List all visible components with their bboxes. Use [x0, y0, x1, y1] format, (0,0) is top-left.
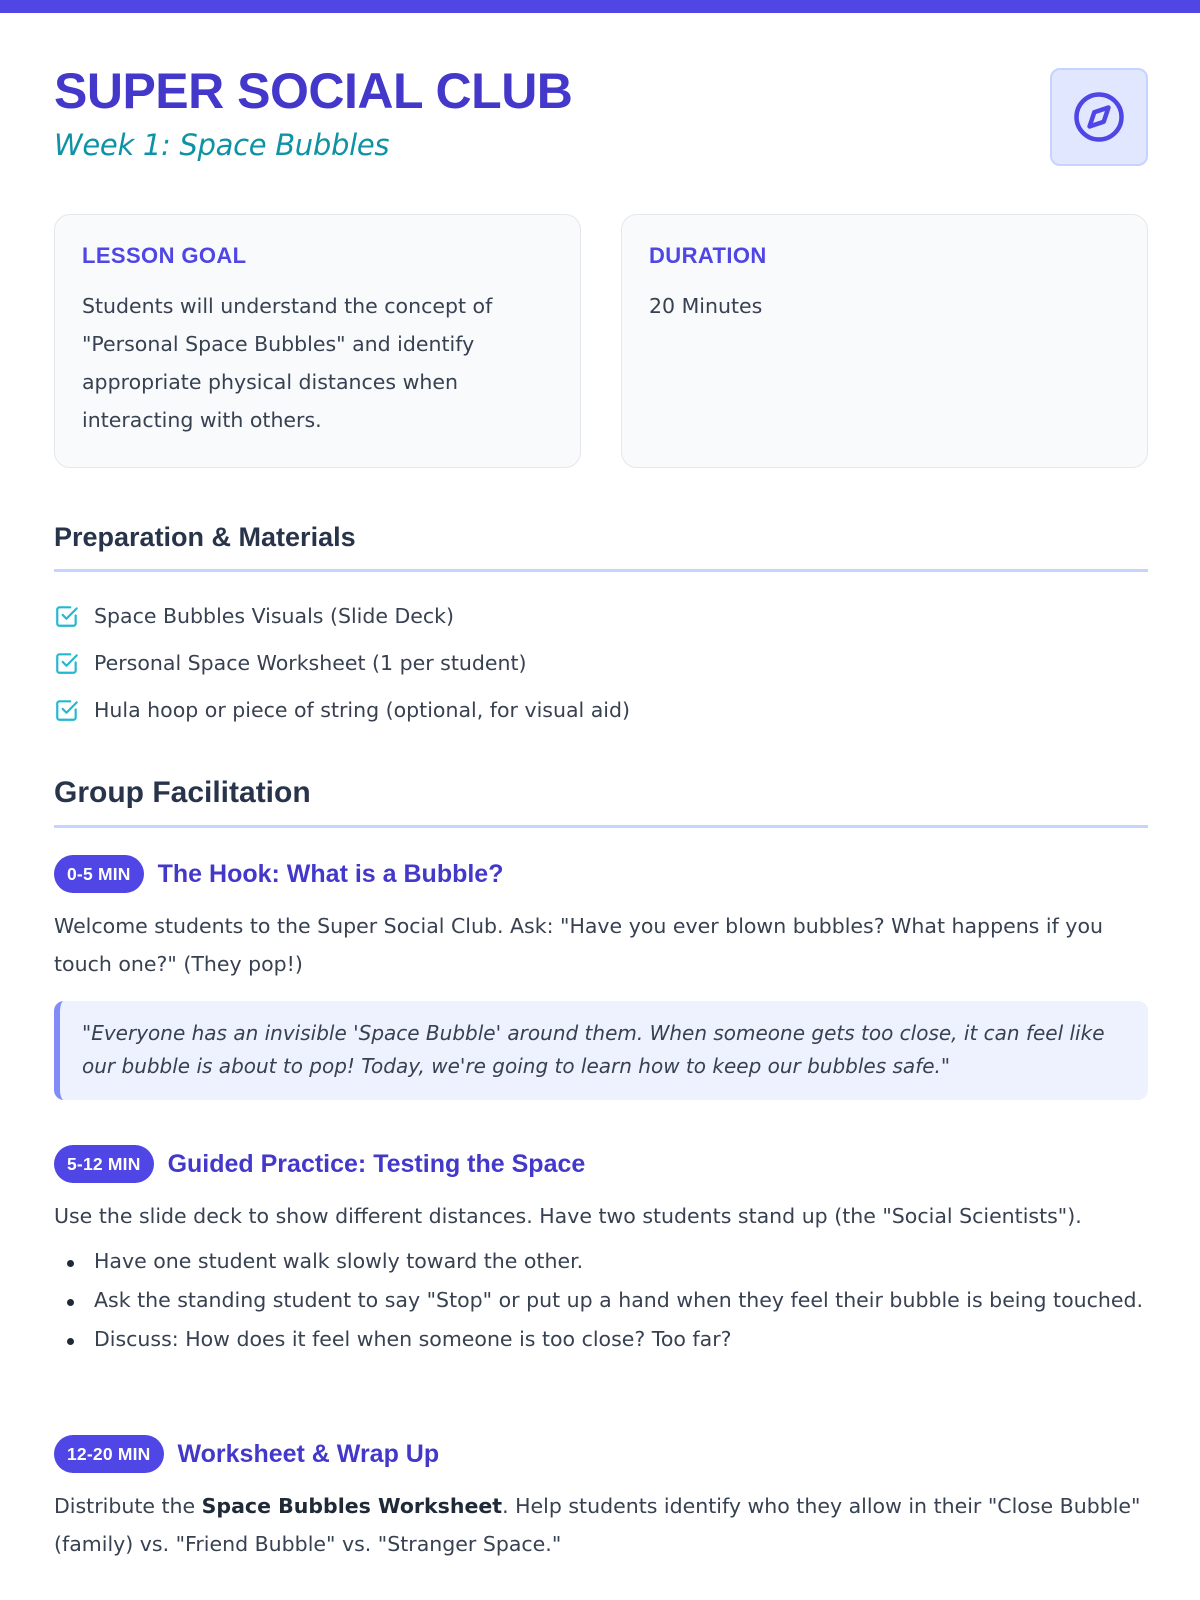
bullet-item: Have one student walk slowly toward the other. [54, 1245, 1148, 1278]
lesson-goal-label: LESSON GOAL [82, 243, 247, 268]
materials-item [54, 592, 630, 639]
step-description-end: . Help students identify who they allow in their "Close Bubble" (family) vs. "Friend Bubble" vs. "Stranger Space." [54, 1494, 1141, 1556]
page-title: SUPER SOCIAL CLUB [54, 63, 573, 119]
script-quote: "Everyone has an invisible 'Space Bubble' around them. When someone gets too close, it can feel like our bubble is about to pop! Today, we're going to learn how to keep our bubbles safe." [54, 1001, 1148, 1100]
step-header [54, 1434, 1148, 1474]
bullet-item: Discuss: How does it feel when someone is too close? Too far? [54, 1323, 1148, 1356]
materials-item [54, 686, 630, 733]
step-description: Welcome students to the Super Social Club. Ask: "Have you ever blown bubbles? What happens if you touch one?" (They pop!) [54, 914, 1103, 976]
top-accent-bar [0, 0, 1200, 13]
compass-icon [1072, 90, 1126, 144]
checkbox-checked-icon [54, 697, 80, 723]
step-title: The Hook: What is a Bubble? [157, 859, 504, 888]
logo-badge [1050, 68, 1148, 166]
materials-item-text: Space Bubbles Visuals (Slide Deck) [94, 603, 455, 628]
step-title: Worksheet & Wrap Up [177, 1439, 440, 1468]
step-header [54, 854, 1148, 894]
checkbox-checked-icon [54, 603, 80, 629]
bullet-item: Ask the standing student to say "Stop" or put up a hand when they feel their bubble is being touched. [54, 1284, 1148, 1317]
step-header [54, 1144, 1148, 1184]
duration-label: DURATION [649, 243, 767, 268]
section-heading-facilitation: Group Facilitation [54, 776, 1148, 828]
duration-card [621, 214, 1148, 468]
section-heading-preparation: Preparation & Materials [54, 522, 1148, 572]
info-cards [54, 214, 1148, 468]
step-description [54, 1487, 1148, 1563]
checkbox-checked-icon [54, 650, 80, 676]
materials-item-text: Personal Space Worksheet (1 per student) [94, 650, 527, 675]
duration-text: 20 Minutes [649, 294, 763, 318]
activity-bullets [54, 1245, 1148, 1356]
step-description: Use the slide deck to show different distances. Have two students stand up (the "Social Scientists"). [54, 1204, 1082, 1228]
step-guided-practice [54, 1144, 1148, 1362]
time-badge: 12-20 MIN [54, 1435, 164, 1473]
step-description-start: Distribute the [54, 1494, 202, 1518]
page-subtitle: Week 1: Space Bubbles [54, 128, 390, 162]
lesson-goal-text: Students will understand the concept of "Personal Space Bubbles" and identify appropriate physical distances when interacting with others. [82, 294, 493, 432]
step-title: Guided Practice: Testing the Space [167, 1149, 586, 1178]
lesson-goal-card [54, 214, 581, 468]
time-badge: 5-12 MIN [54, 1145, 154, 1183]
step-hook [54, 854, 1148, 1100]
worksheet-name: Space Bubbles Worksheet [201, 1494, 503, 1518]
materials-item-text: Hula hoop or piece of string (optional, for visual aid) [94, 697, 630, 722]
materials-checklist [54, 592, 630, 733]
header [54, 63, 1148, 176]
step-worksheet [54, 1434, 1148, 1563]
time-badge: 0-5 MIN [54, 855, 144, 893]
materials-item [54, 639, 630, 686]
